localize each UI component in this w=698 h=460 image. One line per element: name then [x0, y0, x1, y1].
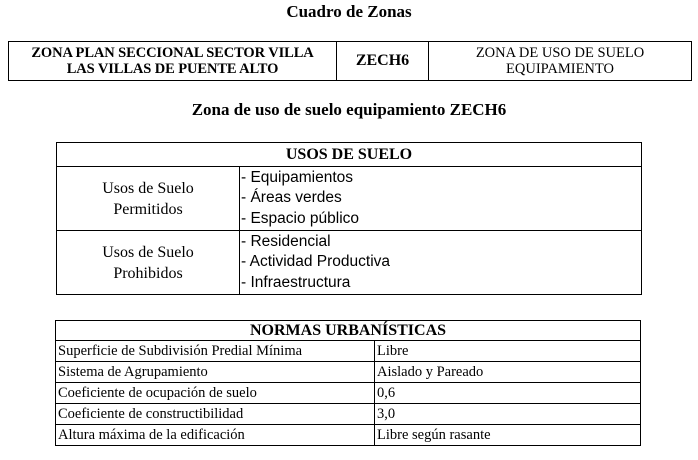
permitidos-label-line2: Permitidos [113, 200, 183, 218]
zone-type-cell [429, 42, 692, 81]
normas-urbanisticas-table [55, 320, 641, 446]
list-item: - Infraestructura [241, 273, 351, 291]
table-row [56, 404, 641, 425]
normas-header: NORMAS URBANÍSTICAS [56, 321, 641, 341]
prohibidos-list [240, 231, 642, 295]
norma-key: Sistema de Agrupamiento [56, 362, 375, 383]
norma-value: 3,0 [375, 404, 641, 425]
list-item: - Áreas verdes [241, 189, 342, 207]
table-row [56, 362, 641, 383]
permitidos-list [240, 167, 642, 231]
list-item: - Actividad Productiva [241, 253, 391, 271]
zone-name-cell [9, 42, 337, 81]
prohibidos-label-line2: Prohibidos [113, 264, 183, 282]
zone-name-line1: ZONA PLAN SECCIONAL SECTOR VILLA [31, 45, 314, 61]
zone-name-line2: LAS VILLAS DE PUENTE ALTO [66, 61, 279, 77]
norma-value: Libre [375, 341, 641, 362]
norma-value: Aislado y Pareado [375, 362, 641, 383]
prohibidos-label-line1: Usos de Suelo [102, 243, 194, 261]
zone-header-table [8, 41, 692, 81]
usos-de-suelo-table [56, 142, 642, 295]
table-row [56, 383, 641, 404]
norma-value: Libre según rasante [375, 425, 641, 446]
prohibidos-label [57, 231, 240, 295]
section-subtitle: Zona de uso de suelo equipamiento ZECH6 [191, 100, 507, 119]
list-item: - Equipamientos [241, 168, 354, 186]
list-item: - Espacio público [241, 209, 360, 227]
permitidos-label-line1: Usos de Suelo [102, 179, 194, 197]
zone-type-line1: ZONA DE USO DE SUELO [475, 45, 645, 61]
permitidos-label [57, 167, 240, 231]
usos-header: USOS DE SUELO [57, 143, 642, 167]
page-title: Cuadro de Zonas [286, 2, 412, 21]
norma-key: Altura máxima de la edificación [56, 425, 375, 446]
norma-value: 0,6 [375, 383, 641, 404]
zone-code-cell: ZECH6 [337, 42, 429, 81]
table-row [56, 341, 641, 362]
norma-key: Coeficiente de constructibilidad [56, 404, 375, 425]
norma-key: Superficie de Subdivisión Predial Mínima [56, 341, 375, 362]
table-row [56, 425, 641, 446]
zone-type-line2: EQUIPAMIENTO [506, 61, 614, 77]
list-item: - Residencial [241, 232, 331, 250]
norma-key: Coeficiente de ocupación de suelo [56, 383, 375, 404]
